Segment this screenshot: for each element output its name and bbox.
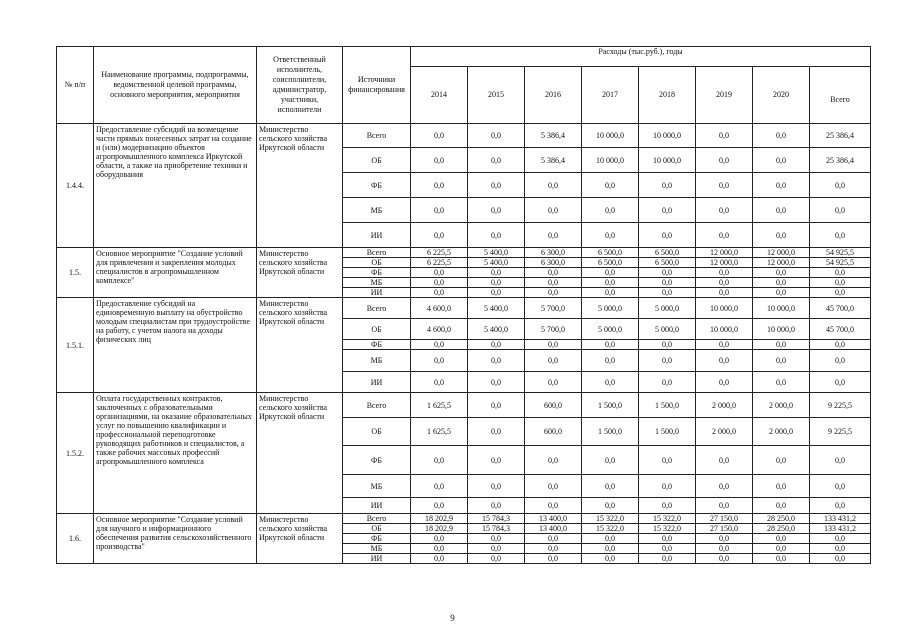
- value-cell: 0,0: [525, 475, 582, 498]
- value-cell: 0,0: [525, 288, 582, 298]
- value-cell: 0,0: [582, 372, 639, 393]
- value-cell: 0,0: [468, 372, 525, 393]
- total-cell: 0,0: [810, 223, 871, 248]
- value-cell: 10 000,0: [639, 124, 696, 148]
- value-cell: 0,0: [468, 554, 525, 564]
- value-cell: 0,0: [468, 340, 525, 350]
- value-cell: 6 500,0: [582, 258, 639, 268]
- value-cell: 0,0: [753, 534, 810, 544]
- value-cell: 0,0: [753, 475, 810, 498]
- value-cell: 5 700,0: [525, 298, 582, 319]
- funding-source: ОБ: [343, 148, 411, 173]
- value-cell: 0,0: [582, 498, 639, 514]
- table-row: [57, 514, 871, 524]
- table-body: [57, 47, 871, 564]
- value-cell: 0,0: [696, 340, 753, 350]
- item-number: 1.6.: [57, 514, 94, 564]
- value-cell: 0,0: [525, 340, 582, 350]
- value-cell: 15 322,0: [582, 514, 639, 524]
- funding-source: ИИ: [343, 223, 411, 248]
- value-cell: 0,0: [753, 350, 810, 372]
- value-cell: 5 400,0: [468, 298, 525, 319]
- header-year: 2018: [639, 67, 696, 124]
- value-cell: 0,0: [696, 278, 753, 288]
- value-cell: 0,0: [753, 268, 810, 278]
- value-cell: 4 600,0: [411, 319, 468, 340]
- value-cell: 0,0: [696, 148, 753, 173]
- value-cell: 0,0: [468, 198, 525, 223]
- value-cell: 0,0: [411, 124, 468, 148]
- value-cell: 0,0: [753, 124, 810, 148]
- value-cell: 0,0: [468, 278, 525, 288]
- value-cell: 27 150,0: [696, 514, 753, 524]
- value-cell: 0,0: [525, 554, 582, 564]
- value-cell: 10 000,0: [696, 319, 753, 340]
- item-responsible: Министерство сельского хозяйства Иркутской области: [257, 124, 343, 248]
- value-cell: 4 600,0: [411, 298, 468, 319]
- total-cell: 45 700,0: [810, 319, 871, 340]
- value-cell: 0,0: [468, 124, 525, 148]
- value-cell: 0,0: [696, 350, 753, 372]
- value-cell: 0,0: [468, 534, 525, 544]
- value-cell: 0,0: [639, 554, 696, 564]
- value-cell: 6 300,0: [525, 258, 582, 268]
- value-cell: 0,0: [753, 372, 810, 393]
- value-cell: 1 500,0: [639, 393, 696, 418]
- value-cell: 0,0: [411, 372, 468, 393]
- value-cell: 18 202,9: [411, 514, 468, 524]
- value-cell: 1 625,5: [411, 393, 468, 418]
- value-cell: 0,0: [639, 534, 696, 544]
- funding-source: ИИ: [343, 372, 411, 393]
- value-cell: 0,0: [411, 544, 468, 554]
- value-cell: 0,0: [468, 173, 525, 198]
- value-cell: 0,0: [411, 498, 468, 514]
- value-cell: 10 000,0: [639, 148, 696, 173]
- funding-source: ФБ: [343, 173, 411, 198]
- page-number: 9: [450, 613, 455, 623]
- value-cell: 0,0: [753, 198, 810, 223]
- value-cell: 0,0: [639, 278, 696, 288]
- header-total: Всего: [810, 67, 871, 124]
- total-cell: 0,0: [810, 554, 871, 564]
- financing-table: [56, 46, 871, 564]
- value-cell: 12 000,0: [696, 248, 753, 258]
- funding-source: МБ: [343, 278, 411, 288]
- value-cell: 0,0: [696, 288, 753, 298]
- total-cell: 0,0: [810, 173, 871, 198]
- value-cell: 0,0: [696, 475, 753, 498]
- funding-source: Всего: [343, 248, 411, 258]
- value-cell: 15 322,0: [639, 514, 696, 524]
- total-cell: 0,0: [810, 372, 871, 393]
- value-cell: 0,0: [753, 278, 810, 288]
- value-cell: 0,0: [525, 278, 582, 288]
- total-cell: 0,0: [810, 446, 871, 475]
- value-cell: 0,0: [639, 268, 696, 278]
- value-cell: 0,0: [411, 198, 468, 223]
- value-cell: 0,0: [753, 498, 810, 514]
- value-cell: 2 000,0: [753, 393, 810, 418]
- total-cell: 54 925,5: [810, 248, 871, 258]
- value-cell: 0,0: [639, 173, 696, 198]
- value-cell: 0,0: [582, 475, 639, 498]
- value-cell: 5 400,0: [468, 248, 525, 258]
- value-cell: 0,0: [582, 288, 639, 298]
- value-cell: 5 000,0: [639, 298, 696, 319]
- value-cell: 0,0: [753, 446, 810, 475]
- funding-source: ФБ: [343, 340, 411, 350]
- value-cell: 0,0: [696, 173, 753, 198]
- value-cell: 15 784,3: [468, 524, 525, 534]
- table-row: [57, 393, 871, 418]
- value-cell: 0,0: [639, 446, 696, 475]
- total-cell: 0,0: [810, 198, 871, 223]
- funding-source: ИИ: [343, 288, 411, 298]
- value-cell: 0,0: [753, 544, 810, 554]
- value-cell: 0,0: [696, 124, 753, 148]
- value-cell: 0,0: [582, 173, 639, 198]
- funding-source: ОБ: [343, 319, 411, 340]
- value-cell: 0,0: [411, 278, 468, 288]
- total-cell: 25 386,4: [810, 124, 871, 148]
- value-cell: 0,0: [525, 268, 582, 278]
- value-cell: 1 625,5: [411, 418, 468, 446]
- value-cell: 0,0: [582, 446, 639, 475]
- header-year: 2019: [696, 67, 753, 124]
- value-cell: 0,0: [639, 475, 696, 498]
- total-cell: 0,0: [810, 278, 871, 288]
- value-cell: 10 000,0: [582, 124, 639, 148]
- value-cell: 0,0: [468, 446, 525, 475]
- value-cell: 5 400,0: [468, 319, 525, 340]
- funding-source: Всего: [343, 393, 411, 418]
- item-number: 1.5.2.: [57, 393, 94, 514]
- header-year: 2015: [468, 67, 525, 124]
- value-cell: 0,0: [525, 446, 582, 475]
- value-cell: 0,0: [525, 534, 582, 544]
- header-expenses: Расходы (тыс.руб.), годы: [411, 47, 871, 67]
- funding-source: МБ: [343, 198, 411, 223]
- value-cell: 27 150,0: [696, 524, 753, 534]
- value-cell: 5 386,4: [525, 148, 582, 173]
- value-cell: 0,0: [696, 534, 753, 544]
- header-source: Источники финансирования: [343, 47, 411, 124]
- value-cell: 6 500,0: [582, 248, 639, 258]
- value-cell: 0,0: [639, 223, 696, 248]
- value-cell: 0,0: [411, 223, 468, 248]
- value-cell: 6 500,0: [639, 258, 696, 268]
- item-name: Предоставление субсидий на возмещение части прямых понесенных затрат на создание и (или) модернизацию объектов агропромышленного комплекса Иркутской области, а также на приобретение техники и оборудования: [94, 124, 257, 248]
- value-cell: 1 500,0: [582, 393, 639, 418]
- value-cell: 0,0: [525, 498, 582, 514]
- value-cell: 6 225,5: [411, 248, 468, 258]
- value-cell: 0,0: [639, 544, 696, 554]
- value-cell: 10 000,0: [753, 298, 810, 319]
- item-responsible: Министерство сельского хозяйства Иркутской области: [257, 514, 343, 564]
- item-number: 1.5.: [57, 248, 94, 298]
- funding-source: ОБ: [343, 258, 411, 268]
- value-cell: 0,0: [582, 278, 639, 288]
- value-cell: 0,0: [753, 173, 810, 198]
- value-cell: 5 386,4: [525, 124, 582, 148]
- value-cell: 0,0: [639, 340, 696, 350]
- value-cell: 0,0: [411, 446, 468, 475]
- value-cell: 0,0: [639, 498, 696, 514]
- value-cell: 0,0: [468, 288, 525, 298]
- funding-source: ИИ: [343, 554, 411, 564]
- funding-source: ФБ: [343, 446, 411, 475]
- value-cell: 0,0: [468, 148, 525, 173]
- total-cell: 9 225,5: [810, 393, 871, 418]
- value-cell: 13 400,0: [525, 514, 582, 524]
- item-responsible: Министерство сельского хозяйства Иркутской области: [257, 393, 343, 514]
- value-cell: 0,0: [696, 223, 753, 248]
- funding-source: Всего: [343, 124, 411, 148]
- header-year: 2016: [525, 67, 582, 124]
- value-cell: 10 000,0: [582, 148, 639, 173]
- value-cell: 0,0: [411, 350, 468, 372]
- funding-source: ФБ: [343, 268, 411, 278]
- value-cell: 0,0: [525, 198, 582, 223]
- table-row: [57, 248, 871, 258]
- total-cell: 45 700,0: [810, 298, 871, 319]
- total-cell: 0,0: [810, 350, 871, 372]
- value-cell: 6 500,0: [639, 248, 696, 258]
- funding-source: ФБ: [343, 534, 411, 544]
- value-cell: 0,0: [468, 393, 525, 418]
- value-cell: 0,0: [639, 288, 696, 298]
- item-responsible: Министерство сельского хозяйства Иркутской области: [257, 248, 343, 298]
- value-cell: 0,0: [753, 554, 810, 564]
- value-cell: 1 500,0: [639, 418, 696, 446]
- value-cell: 0,0: [468, 544, 525, 554]
- value-cell: 0,0: [753, 340, 810, 350]
- funding-source: Всего: [343, 514, 411, 524]
- value-cell: 10 000,0: [753, 319, 810, 340]
- total-cell: 9 225,5: [810, 418, 871, 446]
- value-cell: 0,0: [525, 173, 582, 198]
- value-cell: 5 000,0: [582, 319, 639, 340]
- value-cell: 0,0: [753, 288, 810, 298]
- value-cell: 0,0: [753, 148, 810, 173]
- value-cell: 600,0: [525, 418, 582, 446]
- item-name: Предоставление субсидий на единовременную выплату на обустройство молодым специалистам при трудоустройстве на работу, с учетом налога на доходы физических лиц: [94, 298, 257, 393]
- value-cell: 10 000,0: [696, 298, 753, 319]
- value-cell: 0,0: [582, 544, 639, 554]
- item-name: Основное мероприятие "Создание условий для научного и информационного обеспечения развития сельскохозяйственного производства": [94, 514, 257, 564]
- value-cell: 0,0: [525, 372, 582, 393]
- value-cell: 0,0: [582, 534, 639, 544]
- header-row: [57, 47, 871, 67]
- value-cell: 28 250,0: [753, 524, 810, 534]
- funding-source: МБ: [343, 544, 411, 554]
- value-cell: 0,0: [525, 350, 582, 372]
- value-cell: 0,0: [468, 475, 525, 498]
- total-cell: 0,0: [810, 544, 871, 554]
- total-cell: 25 386,4: [810, 148, 871, 173]
- value-cell: 600,0: [525, 393, 582, 418]
- value-cell: 0,0: [468, 498, 525, 514]
- value-cell: 0,0: [582, 223, 639, 248]
- total-cell: 0,0: [810, 534, 871, 544]
- value-cell: 0,0: [639, 372, 696, 393]
- value-cell: 2 000,0: [696, 393, 753, 418]
- total-cell: 0,0: [810, 475, 871, 498]
- header-year: 2014: [411, 67, 468, 124]
- value-cell: 15 322,0: [639, 524, 696, 534]
- value-cell: 0,0: [468, 350, 525, 372]
- value-cell: 5 000,0: [639, 319, 696, 340]
- value-cell: 5 400,0: [468, 258, 525, 268]
- total-cell: 133 431,2: [810, 514, 871, 524]
- value-cell: 0,0: [582, 350, 639, 372]
- funding-source: Всего: [343, 298, 411, 319]
- value-cell: 0,0: [582, 554, 639, 564]
- value-cell: 0,0: [582, 268, 639, 278]
- table-row: [57, 298, 871, 319]
- value-cell: 15 784,3: [468, 514, 525, 524]
- value-cell: 0,0: [411, 268, 468, 278]
- funding-source: МБ: [343, 475, 411, 498]
- value-cell: 0,0: [468, 268, 525, 278]
- value-cell: 28 250,0: [753, 514, 810, 524]
- value-cell: 0,0: [411, 173, 468, 198]
- header-num: № п/п: [57, 47, 94, 124]
- value-cell: 0,0: [582, 340, 639, 350]
- header-year: 2017: [582, 67, 639, 124]
- value-cell: 0,0: [411, 288, 468, 298]
- value-cell: 0,0: [639, 350, 696, 372]
- value-cell: 0,0: [696, 268, 753, 278]
- funding-source: ИИ: [343, 498, 411, 514]
- total-cell: 0,0: [810, 268, 871, 278]
- item-name: Основное мероприятие "Создание условий для привлечения и закрепления молодых специалистов в агропромышленном комплексе": [94, 248, 257, 298]
- item-number: 1.4.4.: [57, 124, 94, 248]
- value-cell: 6 300,0: [525, 248, 582, 258]
- header-name: Наименование программы, подпрограммы, ведомственной целевой программы, основного мероприятия, мероприятия: [94, 47, 257, 124]
- value-cell: 2 000,0: [696, 418, 753, 446]
- value-cell: 0,0: [696, 372, 753, 393]
- total-cell: 0,0: [810, 498, 871, 514]
- total-cell: 0,0: [810, 340, 871, 350]
- total-cell: 54 925,5: [810, 258, 871, 268]
- value-cell: 2 000,0: [753, 418, 810, 446]
- value-cell: 5 700,0: [525, 319, 582, 340]
- item-responsible: Министерство сельского хозяйства Иркутской области: [257, 298, 343, 393]
- funding-source: ОБ: [343, 524, 411, 534]
- value-cell: 0,0: [696, 198, 753, 223]
- value-cell: 0,0: [468, 223, 525, 248]
- value-cell: 0,0: [525, 223, 582, 248]
- value-cell: 13 400,0: [525, 524, 582, 534]
- value-cell: 0,0: [525, 544, 582, 554]
- value-cell: 12 000,0: [696, 258, 753, 268]
- value-cell: 0,0: [582, 198, 639, 223]
- value-cell: 12 000,0: [753, 248, 810, 258]
- value-cell: 0,0: [696, 446, 753, 475]
- value-cell: 5 000,0: [582, 298, 639, 319]
- value-cell: 0,0: [696, 544, 753, 554]
- funding-source: ОБ: [343, 418, 411, 446]
- value-cell: 0,0: [468, 418, 525, 446]
- value-cell: 0,0: [411, 475, 468, 498]
- value-cell: 0,0: [411, 340, 468, 350]
- item-number: 1.5.1.: [57, 298, 94, 393]
- value-cell: 15 322,0: [582, 524, 639, 534]
- value-cell: 0,0: [411, 148, 468, 173]
- value-cell: 0,0: [696, 554, 753, 564]
- total-cell: 0,0: [810, 288, 871, 298]
- value-cell: 12 000,0: [753, 258, 810, 268]
- value-cell: 0,0: [411, 554, 468, 564]
- total-cell: 133 431,2: [810, 524, 871, 534]
- header-year: 2020: [753, 67, 810, 124]
- value-cell: 0,0: [411, 534, 468, 544]
- value-cell: 0,0: [753, 223, 810, 248]
- item-name: Оплата государственных контрактов, заключенных с образовательными организациями, на оказание образовательных услуг по повышению квалификации и профессиональной переподготовке руководящих работников и специалистов, а также рабочих массовых профессий агропромышленного комплекса: [94, 393, 257, 514]
- funding-source: МБ: [343, 350, 411, 372]
- value-cell: 6 225,5: [411, 258, 468, 268]
- value-cell: 18 202,9: [411, 524, 468, 534]
- header-responsible: Ответственный исполнитель, соисполнители, администратор, участники, исполнители: [257, 47, 343, 124]
- value-cell: 0,0: [696, 498, 753, 514]
- value-cell: 0,0: [639, 198, 696, 223]
- value-cell: 1 500,0: [582, 418, 639, 446]
- table-row: [57, 124, 871, 148]
